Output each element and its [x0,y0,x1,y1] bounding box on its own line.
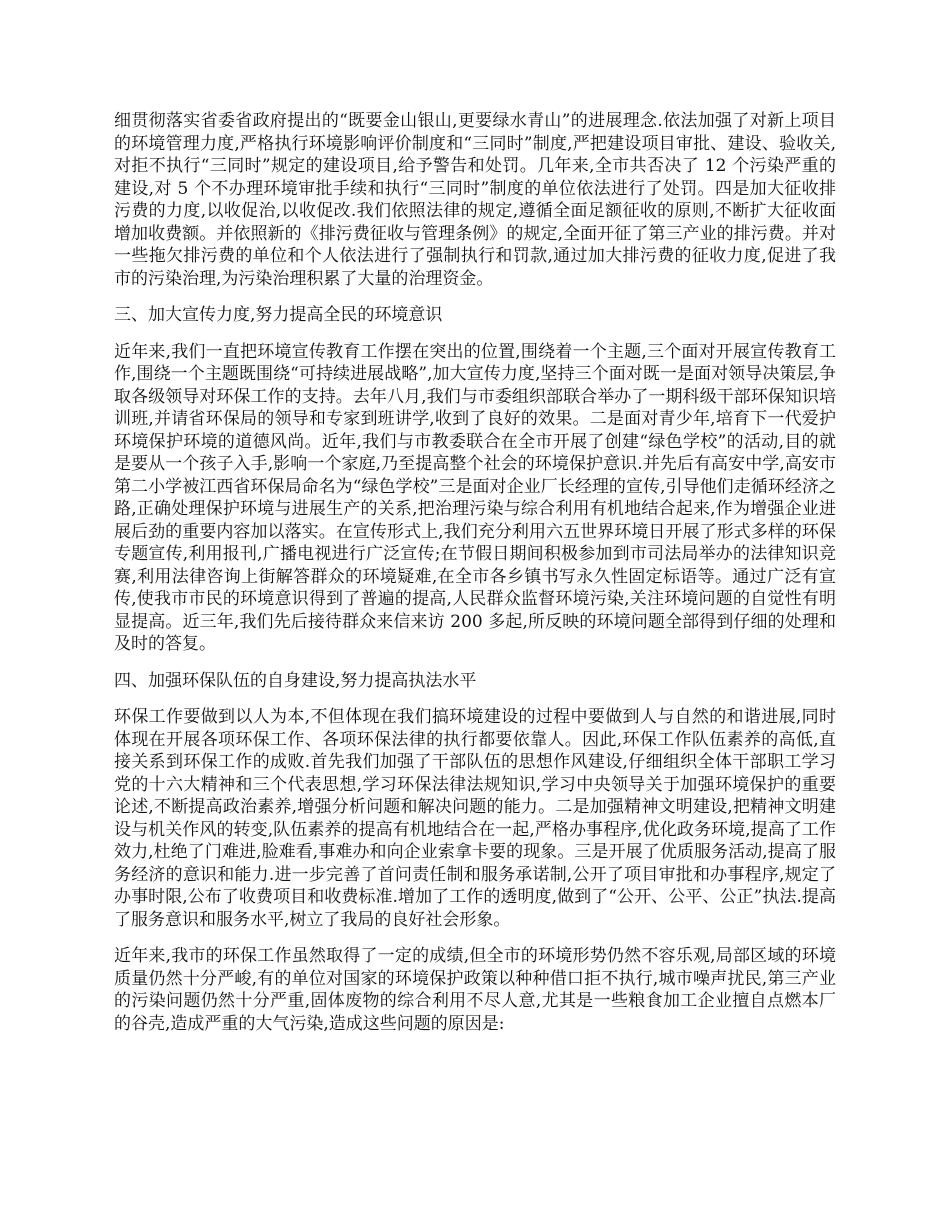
section-heading-team-building: 四、加强环保队伍的自身建设,努力提高执法水平 [114,670,477,691]
paragraph-publicity: 近年来,我们一直把环境宣传教育工作摆在突出的位置,围绕着一个主题,三个面对开展宣传教育工作,围绕一个主题既围绕“可持续进展战略”,加大宣传力度,坚持三个面对既一是面对领导决策层,争取各级领导对环保工作的支持。去年八月,我们与市委组织部联合举办了一期科级干部环保知识培训班,并请省环保局的领导和专家到班讲学,收到了良好的效果。二是面对青少年,培育下一代爱护环境保护环境的道德风尚。近年,我们与市教委联合在全市开展了创建“绿色学校”的活动,目的就是要从一个孩子入手,影响一个家庭,乃至提高整个社会的环境保护意识.并先后有高安中学,高安市第二小学被江西省环保局命名为“绿色学校”三是面对企业厂长经理的宣传,引导他们走循环经济之路,正确处理保护环境与进展生产的关系,把治理污染与综合利用有机地结合起来,作为增强企业进展后劲的重要内容加以落实。在宣传形式上,我们充分利用六五世界环境日开展了形式多样的环保专题宣传,利用报刊,广播电视进行广泛宣传;在节假日期间积极参加到市司法局举办的法律知识竞赛,利用法律咨询上街解答群众的环境疑难,在全市各乡镇书写永久性固定标语等。通过广泛有宣传,使我市市民的环境意识得到了普遍的提高,人民群众监督环境污染,关注环境问题的自觉性有明显提高。近三年,我们先后接待群众来信来访 200 多起,所反映的环境问题全部得到仔细的处理和及时的答复。 [114,341,836,654]
paragraph-problems: 近年来,我市的环保工作虽然取得了一定的成绩,但全市的环境形势仍然不容乐观,局部区域的环境质量仍然十分严峻,有的单位对国家的环境保护政策以种种借口拒不执行,城市噪声扰民,第三产业的污染问题仍然十分严重,固体废物的综合利用不尽人意,尤其是一些粮食加工企业擅自点燃本厂的谷壳,造成严重的大气污染,造成这些问题的原因是: [114,946,836,1034]
document-page [114,110,836,1049]
paragraph-pollution-control: 细贯彻落实省委省政府提出的“既要金山银山,更要绿水青山”的进展理念.依法加强了对新上项目的环境管理力度,严格执行环境影响评价制度和“三同时”制度,严把建设项目审批、建设、验收关,对拒不执行“三同时”规定的建设项目,给予警告和处罚。几年来,全市共否决了 12 个污染严重的建设,对 5 个不办理环境审批手续和执行“三同时”制度的单位依法进行了处罚。四是加大征收排污费的力度,以收促治,以收促改.我们依照法律的规定,遵循全面足额征收的原则,不断扩大征收面增加收费额。并依照新的《排污费征收与管理条例》的规定,全面开征了第三产业的排污费。并对一些拖欠排污费的单位和个人依法进行了强制执行和罚款,通过加大排污费的征收力度,促进了我市的污染治理,为污染治理积累了大量的治理资金。 [114,111,836,289]
section-heading-publicity: 三、加大宣传力度,努力提高全民的环境意识 [114,305,443,325]
paragraph-team-building: 环保工作要做到以人为本,不但体现在我们搞环境建设的过程中要做到人与自然的和谐进展,同时体现在开展各项环保工作、各项环保法律的执行都要依靠人。因此,环保工作队伍素养的高低,直接关系到环保工作的成败.首先我们加强了干部队伍的思想作风建设,仔细组织全体干部职工学习党的十六大精神和三个代表思想,学习环保法律法规知识,学习中央领导关于加强环境保护的重要论述,不断提高政治素养,增强分析问题和解决问题的能力。二是加强精神文明建设,把精神文明建设与机关作风的转变,队伍素养的提高有机地结合在一起,严格办事程序,优化政务环境,提高了工作效力,杜绝了门难进,脸难看,事难办和向企业索拿卡要的现象。三是开展了优质服务活动,提高了服务经济的意识和能力.进一步完善了首问责任制和服务承诺制,公开了项目审批和办事程序,规定了办事时限,公布了收费项目和收费标准.增加了工作的透明度,做到了“公开、公平、公正”执法.提高了服务意识和服务水平,树立了我局的良好社会形象。 [114,707,836,930]
